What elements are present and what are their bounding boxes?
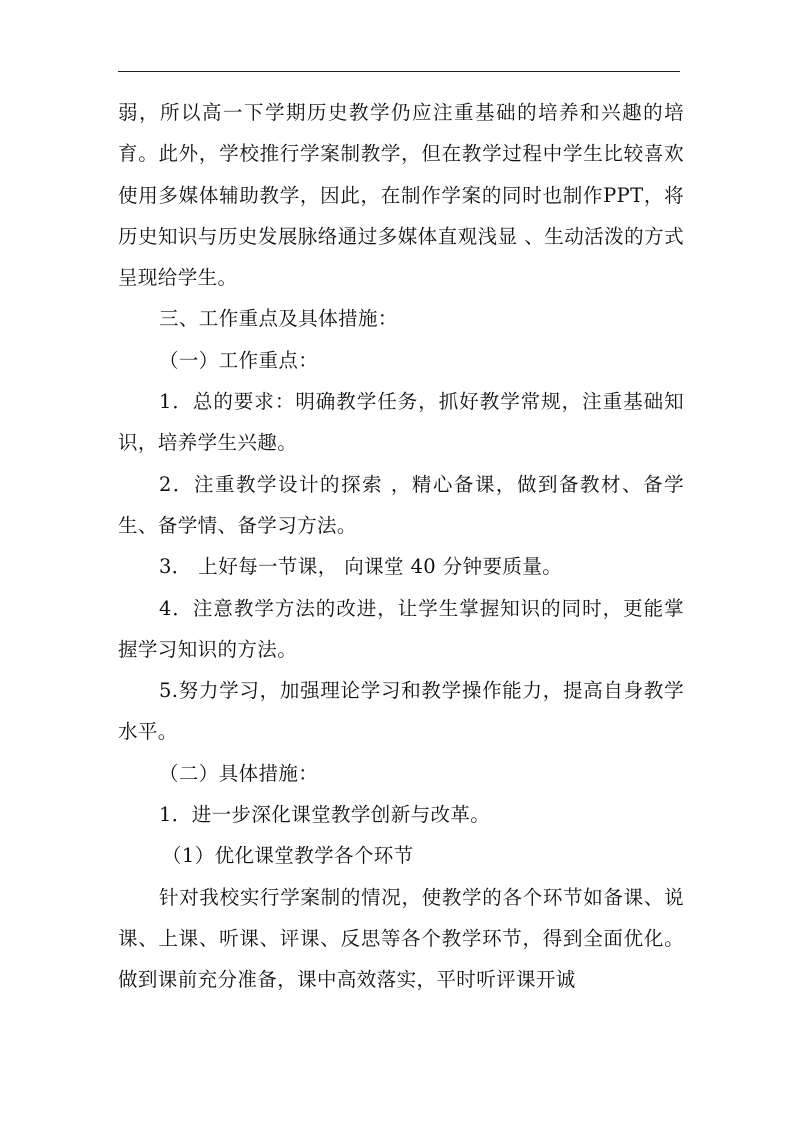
list-item: 2．注重教学设计的探索 ，精心备课，做到备教材、备学生、备学情、备学习方法。 — [118, 472, 684, 537]
paragraph: 针对我校实行学案制的情况，使教学的各个环节如备课、说课、上课、听课、评课、反思等各个教学环节，得到全面优化。做到课前充分准备，课中高效落实，平时听评课开诚 — [118, 885, 684, 992]
subsection-heading: （一）工作重点： — [159, 348, 319, 372]
subsection-heading: （二）具体措施： — [159, 761, 319, 785]
list-item: 3． 上好每一节课， 向课堂 40 分钟要质量。 — [159, 555, 563, 579]
list-item: 1．总的要求：明确教学任务，抓好教学常规，注重基础知识，培养学生兴趣。 — [118, 390, 684, 455]
paragraph: 弱，所以高一下学期历史教学仍应注重基础的培养和兴趣的培育。此外，学校推行学案制教学，但在教学过程中学生比较喜欢使用多媒体辅助教学，因此，在制作学案的同时也制作PPT，将历史知识与历史发展脉络通过多媒体直观浅显 、生动活泼的方式呈现给学生。 — [118, 101, 684, 290]
document-body — [118, 92, 684, 1001]
header-rule — [118, 71, 680, 72]
list-item: 5.努力学习，加强理论学习和教学操作能力，提高自身教学水平。 — [118, 679, 684, 744]
list-item: 4．注意教学方法的改进，让学生掌握知识的同时，更能掌握学习知识的方法。 — [118, 596, 684, 661]
section-heading: 三、工作重点及具体措施： — [159, 307, 398, 331]
sub-list-item: （1）优化课堂教学各个环节 — [162, 844, 414, 868]
list-item: 1．进一步深化课堂教学创新与改革。 — [159, 803, 491, 827]
